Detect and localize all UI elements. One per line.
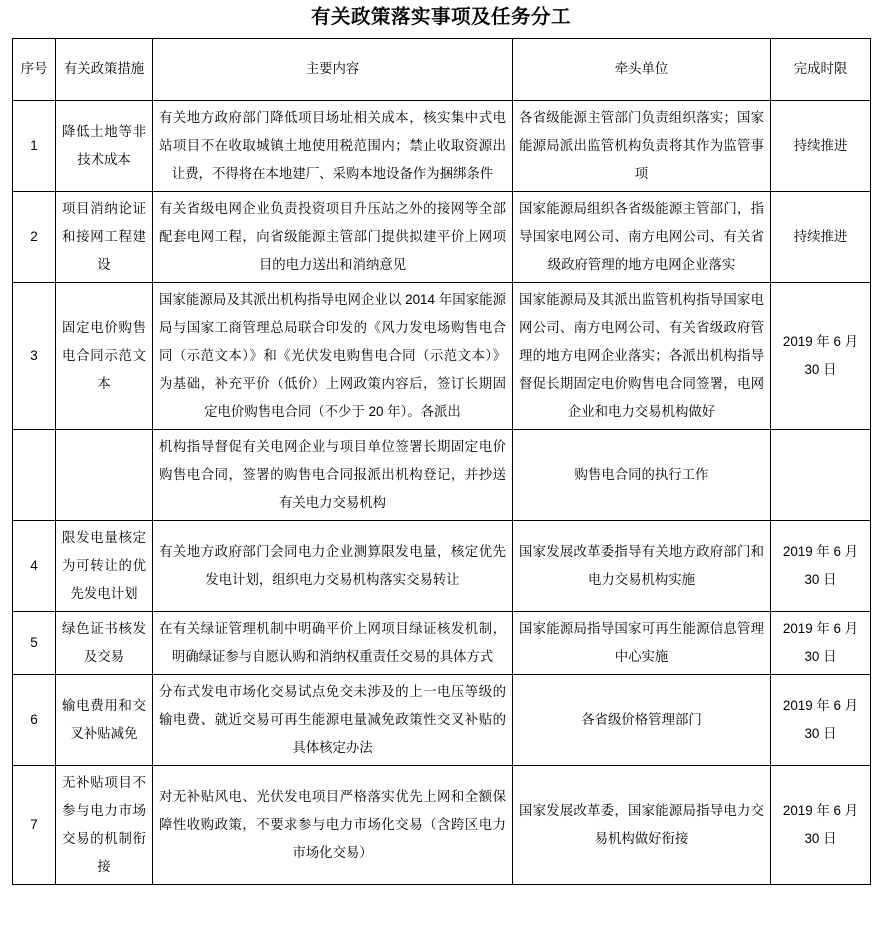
table-header	[13, 38, 871, 100]
cell-due: 2019 年 6 月 30 日	[771, 282, 871, 429]
cell-due: 2019 年 6 月 30 日	[771, 674, 871, 765]
cell-seq	[13, 429, 56, 520]
cell-lead: 各省级能源主管部门负责组织落实；国家能源局派出监管机构负责将其作为监管事项	[513, 100, 771, 191]
cell-due: 2019 年 6 月 30 日	[771, 611, 871, 674]
policy-task-table	[12, 38, 871, 885]
cell-seq: 3	[13, 282, 56, 429]
column-header-measure: 有关政策措施	[56, 38, 153, 100]
cell-content: 有关地方政府部门降低项目场址相关成本，核实集中式电站项目不在收取城镇土地使用税范围内；禁止收取资源出让费，不得将在本地建厂、采购本地设备作为捆绑条件	[153, 100, 513, 191]
cell-due: 持续推进	[771, 100, 871, 191]
cell-lead: 国家发展改革委指导有关地方政府部门和电力交易机构实施	[513, 520, 771, 611]
table-row	[13, 765, 871, 884]
cell-lead: 国家能源局指导国家可再生能源信息管理中心实施	[513, 611, 771, 674]
cell-content: 在有关绿证管理机制中明确平价上网项目绿证核发机制，明确绿证参与自愿认购和消纳权重责任交易的具体方式	[153, 611, 513, 674]
cell-seq: 4	[13, 520, 56, 611]
table-row-continuation	[13, 429, 871, 520]
cell-measure: 绿色证书核发及交易	[56, 611, 153, 674]
table-row	[13, 282, 871, 429]
cell-measure: 降低土地等非技术成本	[56, 100, 153, 191]
cell-due: 2019 年 6 月 30 日	[771, 520, 871, 611]
column-header-seq: 序号	[13, 38, 56, 100]
cell-measure: 无补贴项目不参与电力市场交易的机制衔接	[56, 765, 153, 884]
cell-content: 有关省级电网企业负责投资项目升压站之外的接网等全部配套电网工程，向省级能源主管部门提供拟建平价上网项目的电力送出和消纳意见	[153, 191, 513, 282]
cell-lead: 各省级价格管理部门	[513, 674, 771, 765]
cell-lead: 国家能源局及其派出监管机构指导国家电网公司、南方电网公司、有关省级政府管理的地方电网企业落实；各派出机构指导督促长期固定电价购售电合同签署，电网企业和电力交易机构做好	[513, 282, 771, 429]
table-row	[13, 674, 871, 765]
cell-content: 分布式发电市场化交易试点免交未涉及的上一电压等级的输电费、就近交易可再生能源电量减免政策性交叉补贴的具体核定办法	[153, 674, 513, 765]
cell-seq: 5	[13, 611, 56, 674]
cell-measure: 固定电价购售电合同示范文本	[56, 282, 153, 429]
cell-measure: 项目消纳论证和接网工程建设	[56, 191, 153, 282]
cell-lead: 国家能源局组织各省级能源主管部门，指导国家电网公司、南方电网公司、有关省级政府管理的地方电网企业落实	[513, 191, 771, 282]
cell-measure: 输电费用和交叉补贴减免	[56, 674, 153, 765]
table-row	[13, 611, 871, 674]
table-body	[13, 100, 871, 884]
cell-lead: 购售电合同的执行工作	[513, 429, 771, 520]
table-row	[13, 100, 871, 191]
cell-seq: 1	[13, 100, 56, 191]
cell-measure: 限发电量核定为可转让的优先发电计划	[56, 520, 153, 611]
table-row	[13, 191, 871, 282]
column-header-lead: 牵头单位	[513, 38, 771, 100]
cell-content: 机构指导督促有关电网企业与项目单位签署长期固定电价购售电合同，签署的购售电合同报派出机构登记，并抄送有关电力交易机构	[153, 429, 513, 520]
cell-seq: 2	[13, 191, 56, 282]
table-container	[0, 38, 882, 885]
cell-content: 对无补贴风电、光伏发电项目严格落实优先上网和全额保障性收购政策，不要求参与电力市场化交易（含跨区电力市场化交易）	[153, 765, 513, 884]
cell-measure	[56, 429, 153, 520]
column-header-content: 主要内容	[153, 38, 513, 100]
table-header-row	[13, 38, 871, 100]
cell-content: 国家能源局及其派出机构指导电网企业以 2014 年国家能源局与国家工商管理总局联合印发的《风力发电场购售电合同（示范文本）》和《光伏发电购售电合同（示范文本）》为基础，补充平价（低价）上网政策内容后，签订长期固定电价购售电合同（不少于 20 年）。各派出	[153, 282, 513, 429]
page-title: 有关政策落实事项及任务分工	[310, 6, 571, 28]
cell-lead: 国家发展改革委，国家能源局指导电力交易机构做好衔接	[513, 765, 771, 884]
cell-due: 持续推进	[771, 191, 871, 282]
cell-seq: 6	[13, 674, 56, 765]
cell-due	[771, 429, 871, 520]
cell-content: 有关地方政府部门会同电力企业测算限发电量，核定优先发电计划，组织电力交易机构落实交易转让	[153, 520, 513, 611]
cell-due: 2019 年 6 月 30 日	[771, 765, 871, 884]
column-header-due: 完成时限	[771, 38, 871, 100]
table-row	[13, 520, 871, 611]
cell-seq: 7	[13, 765, 56, 884]
